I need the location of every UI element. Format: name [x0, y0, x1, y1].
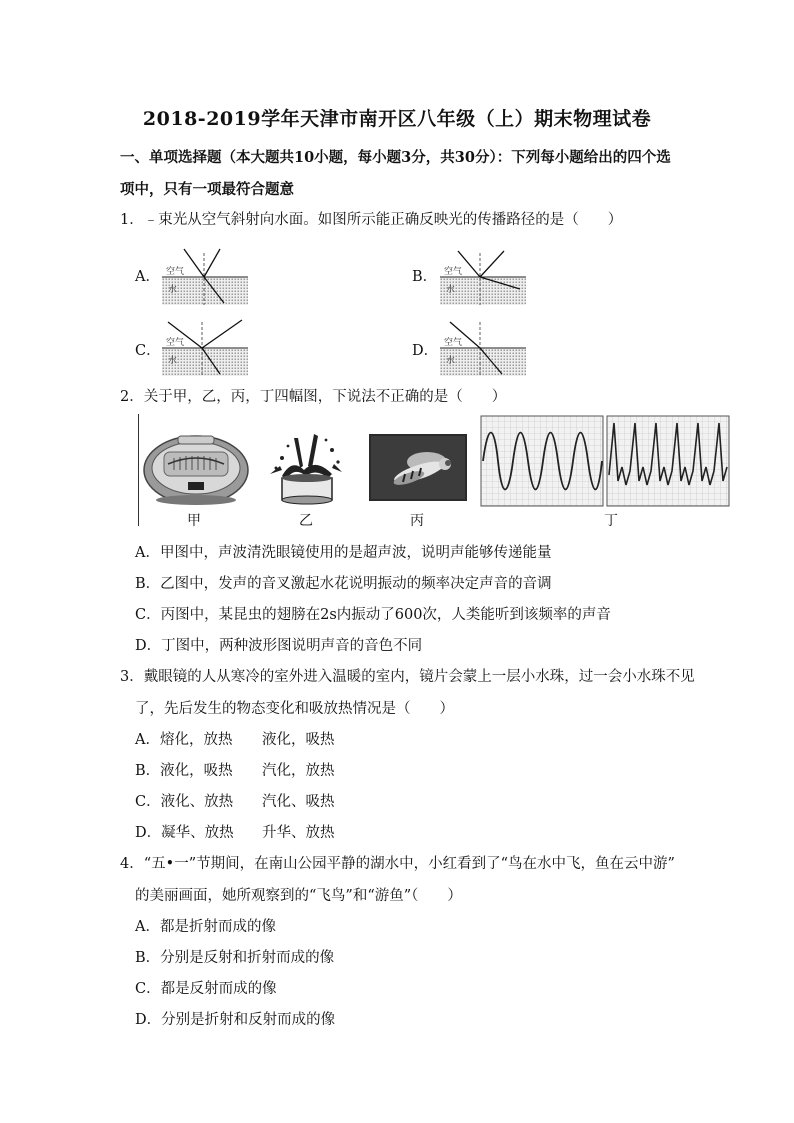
- q3-stem-line1: 3．戴眼镜的人从寒冷的室外进入温暖的室内，镜片会蒙上一层小水珠，过一会小水珠不见: [120, 669, 695, 685]
- q4-stem-line2: 的美丽画面，她所观察到的“飞鸟”和“游鱼”（ ）: [135, 888, 462, 904]
- q4-stem-line1: 4．“五•一”节期间，在南山公园平静的湖水中，小红看到了“鸟在水中飞，鱼在云中游”: [120, 856, 675, 872]
- sound-waveforms-image: [480, 415, 730, 507]
- water-label: 水: [168, 285, 178, 295]
- water-label: 水: [446, 285, 456, 295]
- q2-option-b: B．乙图中，发声的音叉激起水花说明振动的频率决定声音的音调: [135, 576, 552, 592]
- exam-title: 2018-2019学年天津市南开区八年级（上）期末物理试卷: [142, 108, 652, 130]
- q1-diagram-a: [162, 245, 250, 307]
- insect-photo: [369, 434, 467, 501]
- q3-option-d-part2: 升华、放热: [262, 825, 335, 841]
- q3-option-a-part1: A．熔化，放热: [135, 732, 233, 748]
- q1-stem: 1．﹣束光从空气斜射向水面。如图所示能正确反映光的传播路径的是（ ）: [120, 212, 623, 228]
- section-heading-line1: 一、单项选择题（本大题共10小题，每小题3分，共30分）：下列每小题给出的四个选: [120, 149, 671, 166]
- q4-option-b: B．分别是反射和折射而成的像: [135, 950, 335, 966]
- fig-label-ding: 丁: [604, 513, 618, 529]
- q3-option-d-part1: D．凝华、放热: [135, 825, 234, 841]
- ultrasonic-cleaner-image: [142, 430, 250, 508]
- q1-diagram-c: [162, 316, 250, 378]
- q4-option-c: C．都是反射而成的像: [135, 981, 277, 997]
- q2-option-a: A．甲图中，声波清洗眼镜使用的是超声波，说明声能够传递能量: [135, 545, 552, 561]
- q3-option-b-part1: B．液化，吸热: [135, 763, 233, 779]
- air-label: 空气: [444, 338, 463, 348]
- water-label: 水: [446, 356, 456, 366]
- fig-label-bing: 丙: [410, 513, 424, 529]
- q1-label-d: D．: [412, 343, 439, 359]
- tuning-fork-splash-image: [262, 428, 352, 508]
- q1-label-b: B．: [412, 269, 438, 285]
- q2-stem: 2．关于甲，乙，丙，丁四幅图，下说法不正确的是（ ）: [120, 389, 507, 405]
- fig-label-jia: 甲: [187, 513, 201, 529]
- q3-option-c-part1: C．液化、放热: [135, 794, 234, 810]
- q2-figure-rule: [138, 414, 139, 526]
- air-label: 空气: [166, 267, 185, 277]
- air-label: 空气: [166, 338, 185, 348]
- q4-option-a: A．都是折射而成的像: [135, 919, 276, 935]
- q3-stem-line2: 了，先后发生的物态变化和吸放热情况是（ ）: [135, 701, 454, 717]
- q4-option-d: D．分别是折射和反射而成的像: [135, 1012, 336, 1028]
- q1-diagram-b: [440, 245, 528, 307]
- q3-option-a-part2: 液化，吸热: [262, 732, 335, 748]
- q2-option-d: D．丁图中，两种波形图说明声音的音色不同: [135, 638, 423, 654]
- air-label: 空气: [444, 267, 463, 277]
- q2-option-c: C．丙图中，某昆虫的翅膀在2s内振动了600次，人类能听到该频率的声音: [135, 607, 611, 623]
- section-heading-line2: 项中，只有一项最符合题意: [120, 181, 294, 198]
- q3-option-c-part2: 汽化、吸热: [262, 794, 335, 810]
- q3-option-b-part2: 汽化，放热: [262, 763, 335, 779]
- q1-label-c: C．: [135, 343, 161, 359]
- water-label: 水: [168, 356, 178, 366]
- fig-label-yi: 乙: [299, 513, 313, 529]
- q1-label-a: A．: [135, 269, 160, 285]
- q1-diagram-d: [440, 316, 528, 378]
